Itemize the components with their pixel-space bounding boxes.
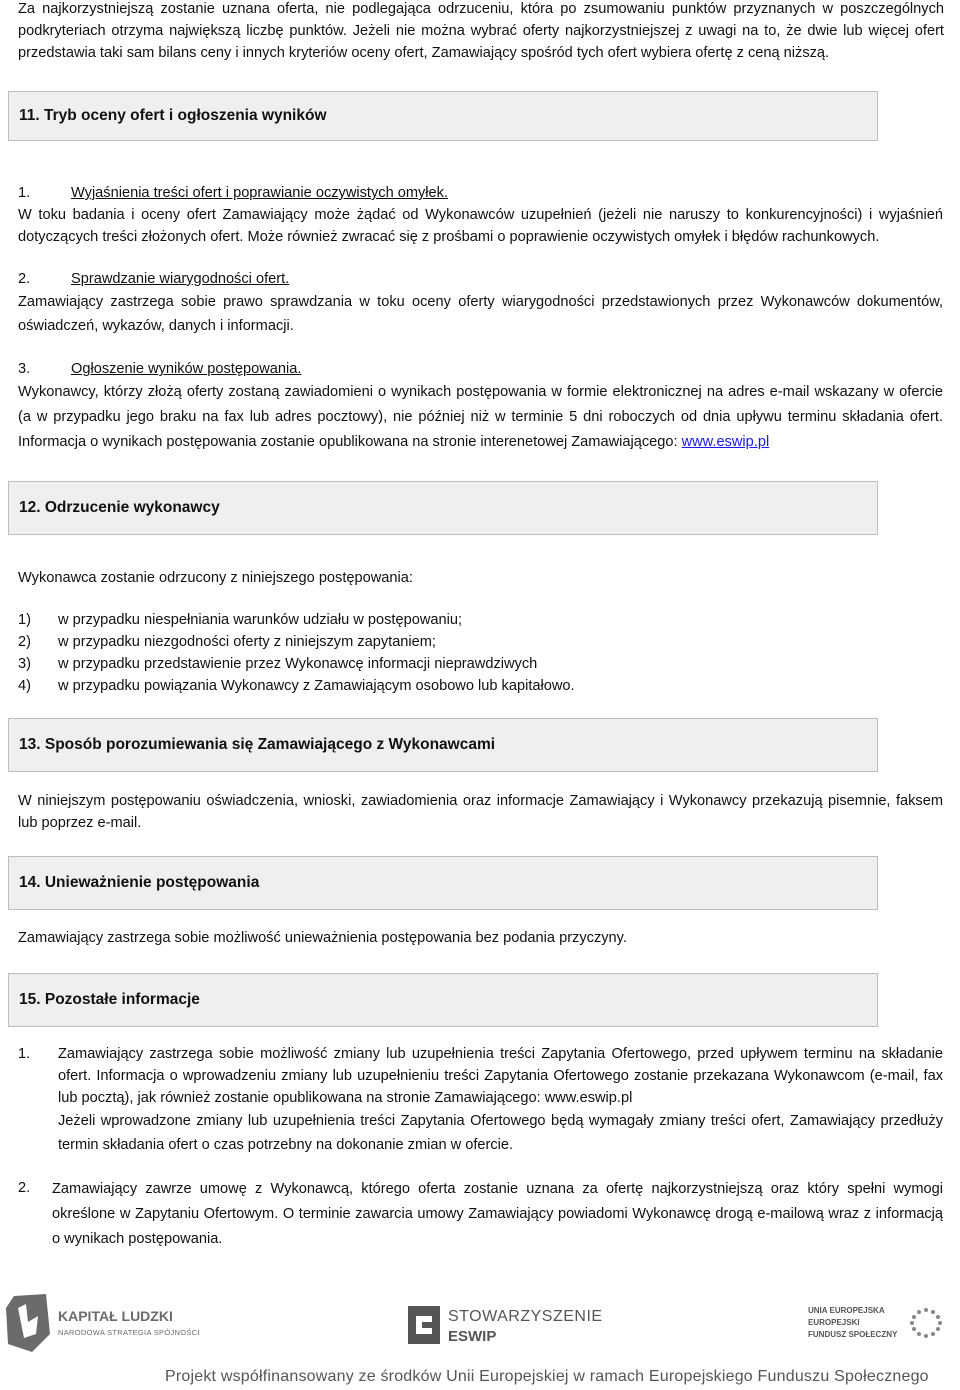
section-12-body — [18, 567, 943, 697]
s11-item-3-heading — [18, 358, 943, 380]
s15-item-1-num: 1. — [18, 1046, 31, 1062]
kapital-ludzki-emblem-icon — [6, 1294, 50, 1352]
section-14-header — [8, 856, 878, 910]
section-14-body — [18, 927, 943, 949]
section-11-header — [8, 91, 878, 141]
kapital-ludzki-logo — [6, 1294, 206, 1354]
s15-item-2 — [18, 1177, 943, 1252]
s15-item-1-text-a: Zamawiający zastrzega sobie możliwość zmiany lub uzupełnienia treści Zapytania Ofertowego, przed upływem terminu na składanie ofert. Informacja o wprowadzeniu zmiany lub uzupełnieniu treści Zapytania Ofertowego zostanie przekazana Wykonawcom (e-mail, fax lub pocztą), jak również zostanie opublikowana na stronie Zamawiającego: www.eswip.pl — [58, 1046, 943, 1106]
section-12-title: 12. Odrzucenie wykonawcy — [19, 499, 220, 516]
s12-lead: Wykonawca zostanie odrzucony z niniejszego postępowania: — [18, 570, 413, 586]
section-11-body — [18, 182, 943, 455]
list-item-text: w przypadku niezgodności oferty z niniejszym zapytaniem; — [58, 634, 436, 650]
eswip-link[interactable]: www.eswip.pl — [681, 434, 770, 450]
list-item — [18, 675, 943, 697]
section-15-title: 15. Pozostałe informacje — [19, 991, 200, 1008]
s11-item-1-heading — [18, 182, 943, 204]
list-item — [18, 609, 943, 631]
eu-flag-icon — [900, 1304, 952, 1342]
s13-text: W niniejszym postępowaniu oświadczenia, wnioski, zawiadomienia oraz informacje Zamawiający i Wykonawcy przekazują pisemnie, faksem lub poprzez e-mail. — [18, 793, 943, 831]
eu-line3: FUNDUSZ SPOŁECZNY — [808, 1330, 898, 1339]
s15-item-2-text: Zamawiający zawrze umowę z Wykonawcą, którego oferta zostanie uznana za ofertę najkorzystniejszą oraz który spełni wymogi określone w Zapytaniu Ofertowym. O terminie zawarcia umowy Zamawiający powiadomi Wykonawcę drogą e-mailową wraz z informacją o wynikach postępowania. — [52, 1181, 943, 1247]
s11-item-2-text: Zamawiający zastrzega sobie prawo sprawdzania w toku oceny oferty wiarygodności przedstawionych przez Wykonawców dokumentów, oświadczeń, wykazów, danych i informacji. — [18, 294, 943, 334]
list-item — [18, 631, 943, 653]
list-item-num: 4) — [18, 678, 31, 694]
list-item-num: 1) — [18, 612, 31, 628]
section-14-title: 14. Unieważnienie postępowania — [19, 874, 260, 891]
eswip-title: STOWARZYSZENIE — [448, 1308, 603, 1325]
s11-item-2-heading — [18, 268, 943, 290]
s11-item-3-num: 3. — [18, 361, 31, 377]
section-13-header — [8, 718, 878, 772]
kapital-ludzki-subtitle: NARODOWA STRATEGIA SPÓJNOŚCI — [58, 1328, 200, 1337]
s11-item-3-text — [18, 380, 943, 455]
intro-text: Za najkorzystniejszą zostanie uznana oferta, nie podlegająca odrzuceniu, która po zsumowaniu punktów przyznanych w poszczególnych podkryteriach otrzyma największą liczbę punktów. Jeżeli nie można wybrać oferty najkorzystniejszej z uwagi na to, że dwie lub więcej ofert przedstawia taki sam bilans ceny i innych kryteriów oceny ofert, Zamawiający spośród tych ofert wybiera ofertę z ceną niższą. — [18, 1, 944, 61]
s15-item-1 — [18, 1043, 943, 1157]
list-item-text: w przypadku przedstawienie przez Wykonawcę informacji nieprawdziwych — [58, 656, 538, 672]
eu-logo — [808, 1304, 958, 1354]
footer-note: Projekt współfinansowany ze środków Unii Europejskiej w ramach Europejskiego Funduszu Społecznego — [165, 1368, 929, 1385]
eswip-emblem-icon — [408, 1306, 440, 1344]
section-15-body — [18, 1043, 943, 1252]
list-item-text: w przypadku powiązania Wykonawcy z Zamawiającym osobowo lub kapitałowo. — [58, 678, 575, 694]
intro-paragraph — [18, 0, 944, 64]
s15-item-2-num: 2. — [18, 1180, 31, 1196]
section-11-title: 11. Tryb oceny ofert i ogłoszenia wyników — [19, 107, 327, 124]
s12-list — [18, 609, 943, 697]
s11-item-1-text: W toku badania i oceny ofert Zamawiający może żądać od Wykonawców uzupełnień (jeżeli nie naruszy to konkurencyjności) i wyjaśnień dotyczących treści złożonych ofert. Może również zwracać się z prośbami o poprawienie oczywistych omyłek i błędów rachunkowych. — [18, 207, 943, 245]
s11-item-1-num: 1. — [18, 185, 31, 201]
kapital-ludzki-title: KAPITAŁ LUDZKI — [58, 1308, 173, 1324]
section-13-title: 13. Sposób porozumiewania się Zamawiającego z Wykonawcami — [19, 736, 496, 753]
s11-item-1-title: Wyjaśnienia treści ofert i poprawianie oczywistych omyłek. — [71, 185, 449, 201]
s11-item-3-title: Ogłoszenie wyników postępowania. — [71, 361, 302, 377]
list-item-num: 2) — [18, 634, 31, 650]
section-13-body — [18, 790, 943, 834]
list-item-num: 3) — [18, 656, 31, 672]
eu-title: UNIA EUROPEJSKA — [808, 1306, 885, 1315]
s11-item-2-title: Sprawdzanie wiarygodności ofert. — [71, 271, 290, 287]
list-item — [18, 653, 943, 675]
section-15-header — [8, 973, 878, 1027]
s11-item-3-text-body: Wykonawcy, którzy złożą oferty zostaną zawiadomieni o wynikach postępowania w formie elektronicznej na adres e-mail wskazany w ofercie (a w przypadku jego braku na fax lub adres pocztowy), nie później niż w terminie 5 dni roboczych od dnia upływu terminu składania ofert. Informacja o wynikach postępowania zostanie opublikowana na stronie interenetowej Zamawiającego: — [18, 384, 943, 450]
eswip-logo — [408, 1306, 608, 1356]
s11-item-2-num: 2. — [18, 271, 31, 287]
s15-item-1-text-b: Jeżeli wprowadzone zmiany lub uzupełnienia treści Zapytania Ofertowego będą wymagały zmiany treści ofert, Zamawiający przedłuży termin składania ofert o czas potrzebny na dokonanie zmian w ofercie. — [58, 1113, 943, 1153]
eswip-subtitle: ESWIP — [448, 1328, 497, 1345]
eu-line2: EUROPEJSKI — [808, 1318, 860, 1327]
s14-text: Zamawiający zastrzega sobie możliwość unieważnienia postępowania bez podania przyczyny. — [18, 930, 627, 946]
list-item-text: w przypadku niespełniania warunków udziału w postępowaniu; — [58, 612, 463, 628]
section-12-header — [8, 481, 878, 535]
